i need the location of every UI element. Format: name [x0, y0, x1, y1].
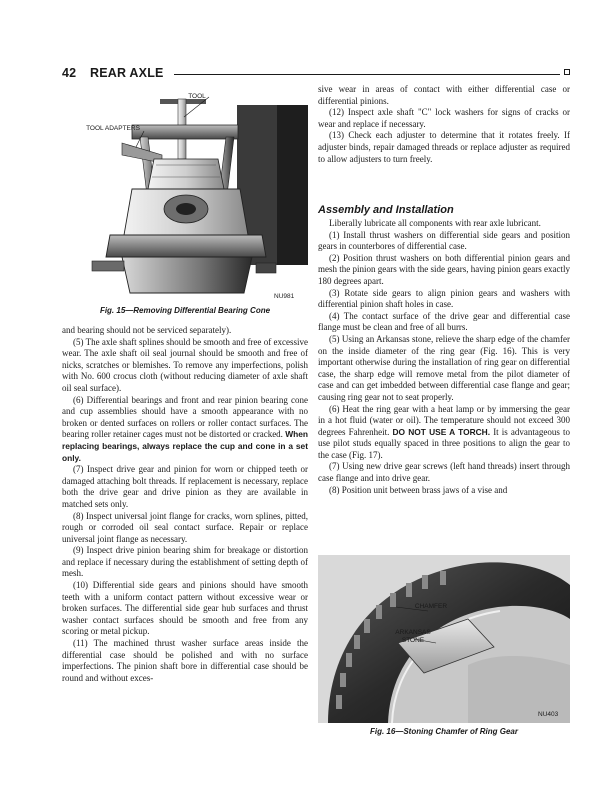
left-column-text — [62, 325, 308, 684]
paragraph-12: (12) Inspect axle shaft "C" lock washers for signs of cracks or wear and replace if necessary. — [318, 107, 570, 129]
torch-warning: DO NOT USE A TORCH. — [392, 426, 491, 437]
paragraph-8: (8) Inspect universal joint flange for cracks, worn splines, pitted, rough or corroded oil seal contact surface. Repair or replace universal joint flange as necessary. — [62, 510, 308, 544]
assembly-step-2: (2) Position thrust washers on both differential pinion gears and mesh the pinion gears with the side gears, having pinion gears exactly 180 degrees apart. — [318, 252, 570, 286]
bearing-puller-illustration — [62, 85, 308, 303]
section-heading-assembly: Assembly and Installation — [318, 204, 454, 216]
assembly-intro: Liberally lubricate all components with rear axle lubricant. — [329, 218, 541, 228]
header-box-icon — [564, 69, 570, 75]
paragraph-9: (9) Inspect drive pinion bearing shim for breakage or distortion and replace if necessary during the establishment of setting depth of mesh. — [62, 545, 308, 579]
paragraph-continuation-right: sive wear in areas of contact with either differential case or differential pinions. — [318, 84, 570, 106]
right-column-text-top — [318, 84, 570, 165]
paragraph-continuation: and bearing should not be serviced separately). — [62, 325, 232, 335]
assembly-step-1: (1) Install thrust washers on differential side gears and position gears in counterbores of differential case. — [318, 229, 570, 252]
assembly-section — [318, 204, 570, 496]
section-title: REAR AXLE — [90, 66, 164, 80]
paragraph-5: (5) The axle shaft splines should be smooth and free of excessive wear. The axle shaft oil seal journal should be smooth and free of nicks, scratches or blemishes. To remove any imperfections, polish with No. 600 crocus cloth (without reducing diameter of axle shaft oil seal surface). — [62, 336, 308, 393]
label-tool-adapters: TOOL ADAPTERS — [86, 125, 140, 132]
assembly-step-4: (4) The contact surface of the drive gear and differential case flange must be clean and free of all burrs. — [318, 310, 570, 333]
label-tool: TOOL — [188, 93, 206, 100]
header-rule — [174, 74, 560, 75]
assembly-step-3: (3) Rotate side gears to align pinion gears and washers with differential pinion shaft holes in case. — [318, 287, 570, 310]
paragraph-11: (11) The machined thrust washer surface areas inside the differential case should be polished and with no surface imperfections. The pinion shaft bore in differential case should be round and without exces- — [62, 638, 308, 683]
assembly-step-7: (7) Using new drive gear screws (left hand threads) insert through case flange and into drive gear. — [318, 461, 570, 484]
bearing-warning: When replacing bearings, always replace the cup and cone in a set only. — [62, 429, 308, 463]
paragraph-10: (10) Differential side gears and pinions should have smooth teeth with a uniform contact pattern without excessive wear or broken surfaces. The differential side gear hub surfaces and thrust washer contact surfaces should be smooth and free from any scoring or metal pickup. — [62, 580, 308, 637]
paragraph-6: (6) Differential bearings and front and rear pinion bearing cone and cup assemblies should have a smooth appearance with no broken or dented surfaces on rollers or roller contact surfaces. The bearing roller retainer cages must not be distorted or cracked. When replacing bearings, always replace the cup and cone in a set only. — [62, 394, 308, 463]
figure-16-photo — [318, 555, 570, 723]
assembly-step-6: (6) Heat the ring gear with a heat lamp or by immersing the gear in a hot fluid (water or oil). The temperature should not exceed 300 degrees Fahrenheit. DO NOT USE A TORCH. It is advantageous to use pilot studs equally spaced in three positions to align the gear to the case (Fig. 17). — [318, 403, 571, 460]
label-arkansas-stone: ARKANSAS STONE — [395, 629, 431, 644]
assembly-step-8: (8) Position unit between brass jaws of a vise and — [329, 484, 508, 495]
figure-15-photo — [62, 85, 308, 303]
page-number: 42 — [62, 66, 77, 80]
figure-16-caption: Fig. 16—Stoning Chamfer of Ring Gear — [369, 727, 518, 736]
figure-code-nu403: NU403 — [538, 711, 559, 718]
paragraph-13: (13) Check each adjuster to determine that it rotates freely. If adjuster binds, repair damaged threads or replace adjuster as required to allow adjusters to turn freely. — [318, 130, 570, 164]
figure-code-nu981: NU981 — [274, 293, 295, 300]
page-header — [62, 66, 570, 80]
ring-gear-illustration — [318, 555, 570, 723]
figure-15-caption: Fig. 15—Removing Differential Bearing Cone — [99, 306, 271, 315]
label-chamfer: CHAMFER — [414, 603, 448, 610]
assembly-step-5: (5) Using an Arkansas stone, relieve the sharp edge of the chamfer on the inside diameter of the ring gear (Fig. 16). This is very important otherwise during the installation of ring gear on differential case, the sharp edge will remove metal from the pilot diameter of case and can get imbedded between differential case flange and gear; causing ring gear not to seat properly. — [318, 333, 570, 402]
paragraph-7: (7) Inspect drive gear and pinion for worn or chipped teeth or damaged attaching bolt threads. If replacement is necessary, replace both the drive gear and drive pinion as they are available in matched sets only. — [62, 464, 308, 509]
